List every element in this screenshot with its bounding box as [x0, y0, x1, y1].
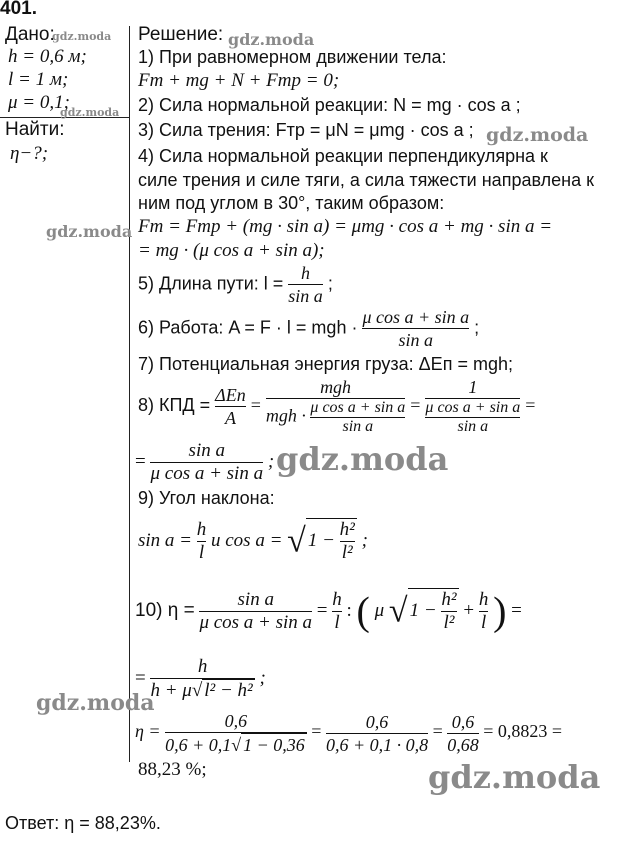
step-12-f1-den-root: 1 − 0,36: [243, 735, 305, 755]
problem-number: 401.: [0, 0, 37, 19]
find-eta: η−?;: [10, 143, 49, 164]
step-9-end: ;: [361, 529, 368, 551]
step-12-f2-num: 0,6: [365, 711, 389, 732]
step-8-f2-den: [266, 398, 405, 436]
step-12-f3-num: 0,6: [451, 711, 475, 732]
step-6-den: sin a: [362, 328, 469, 351]
step-10-f3-num: h: [478, 589, 489, 610]
step-12-f1-den: [165, 732, 307, 756]
step-11-den: [150, 678, 254, 702]
step-5-num: h: [301, 263, 311, 283]
step-9-root-prefix: 1 −: [307, 529, 335, 551]
step-8-f3-den: [425, 398, 520, 436]
answer: Ответ: η = 88,23%.: [5, 813, 161, 833]
step-8-f1-den: A: [215, 406, 246, 429]
step-8-f3-num: 1: [468, 377, 478, 397]
step-12: η = $\frac{0,6}{0,6 + 0,1√ 1 - 0,36}$ = $\frac{0,6}{0,6 + 0,1 \cdot 0,8}$ = $\frac{0,6}{0,68}$ = 0,8823 =: [135, 711, 563, 755]
step-4-line-2: силе трения и силе тяги, а сила тяжести направлена к: [138, 170, 594, 190]
step-10-end: =: [511, 599, 522, 621]
step-12-f1-den-prefix: 0,6 + 0,1: [165, 735, 232, 755]
step-8-f3-den-den: sin a: [425, 417, 520, 436]
step-11: = $\frac{h}{\text{h + μ√ l² − h²}}$ ;: [135, 656, 266, 701]
step-9-root: [306, 518, 357, 564]
step-8-f2-num: mgh: [320, 377, 352, 397]
step-9-mid: и cos a =: [211, 529, 283, 551]
step-5-prefix: 5) Длина пути: l =: [138, 273, 284, 294]
step-12-result: = 0,8823 =: [483, 721, 563, 742]
step-10-root-fraction: [441, 589, 456, 634]
step-10-eq: =: [316, 599, 328, 621]
solution-title: Решение:: [138, 24, 224, 45]
step-11-fraction: [150, 656, 254, 702]
step-12-radical-icon: √: [231, 735, 242, 755]
step-8-f1-num: ΔEп: [215, 384, 246, 405]
step-9-equation: [138, 518, 368, 564]
step-10-paren-close-icon: ): [493, 588, 507, 634]
step-9-num: h: [196, 519, 207, 540]
step-7: 7) Потенциальная энергия груза: ΔEп = mgh;: [138, 354, 513, 374]
step-8-line-2-den: μ cos a + sin a: [150, 463, 264, 484]
step-8-line-2-num: sin a: [188, 440, 225, 461]
step-10-mu: μ: [374, 599, 385, 621]
step-8-line-2: = $\frac{\text{sin a}}{\text{μ cos a + sin a}}$ ;: [135, 440, 275, 484]
watermark-8: gdz.moda: [428, 758, 601, 796]
watermark-6: gdz.moda: [276, 440, 449, 478]
step-12-line-2: 88,23 %;: [138, 759, 207, 780]
step-4-equation-1: Fт = Fтр + (mg · sin a) = μmg · cos a + mg · sin a =: [138, 216, 553, 237]
step-9-root-den: l²: [340, 541, 355, 564]
step-4-equation-2: = mg · (μ cos a + sin a);: [138, 240, 325, 261]
step-10-fraction-3: [479, 589, 489, 634]
step-12-fraction-3: [447, 711, 479, 756]
step-10: [135, 588, 522, 634]
step-10-root-prefix: 1 −: [409, 599, 437, 621]
step-8: 8) КПД = $\frac{\text{ΔEп}}{A}$ = mgh mgh · $\frac{\text{μ cos a + sin a}}{\text{sin a}}$ = $\frac{1}{\frac{\text{μ cos a + sin a}}{\text{sin a}}}$ =: [138, 377, 536, 435]
step-9-sin: sin a =: [138, 529, 192, 551]
step-3: 3) Сила трения: Fтр = μN = μmg · cos a ;: [138, 120, 474, 140]
step-8-f2-den-fraction: [310, 399, 405, 436]
step-8-fraction-3: [425, 376, 520, 436]
step-8-f3-den-fraction: [425, 399, 520, 436]
watermark-2: gdz.moda: [60, 106, 120, 119]
given-h: h = 0,6 м;: [8, 46, 87, 67]
given-l: l = 1 м;: [8, 69, 69, 90]
step-10-fraction-2: [332, 589, 342, 634]
find-title: Найти:: [5, 119, 65, 140]
step-12-eta: η =: [135, 721, 161, 742]
step-12-f2-den: 0,6 + 0,1 · 0,8: [325, 734, 429, 755]
step-5: [138, 262, 333, 307]
step-9-root-fraction: [340, 519, 355, 564]
step-10-prefix: 10) η =: [135, 599, 195, 621]
step-9-radical-icon: √: [287, 522, 306, 560]
step-8-prefix: 8) КПД =: [138, 394, 211, 415]
step-8-f2-den-prefix: mgh ·: [265, 405, 306, 426]
step-10-fraction-1: [199, 589, 312, 634]
step-11-radical-icon: √: [191, 680, 203, 701]
step-5-den: sin a: [288, 286, 323, 306]
step-8-f2-den-den: sin a: [310, 417, 405, 436]
step-10-f2-den: l: [332, 611, 342, 634]
step-12-fraction-2: [326, 711, 428, 756]
step-12-f1-num: 0,6: [224, 711, 248, 731]
step-6-fraction: [362, 306, 469, 351]
step-11-den-prefix: h + μ: [150, 680, 192, 701]
given-mu: μ = 0,1;: [8, 92, 70, 113]
step-10-colon: :: [346, 599, 352, 621]
step-2: 2) Сила нормальной реакции: N = mg · cos a ;: [138, 95, 521, 115]
step-8-fraction-1: [215, 384, 246, 429]
step-4-line-1: 4) Сила нормальной реакции перпендикулярна к: [138, 146, 548, 166]
step-8-f2-den-num: μ cos a + sin a: [310, 399, 406, 416]
step-8-f3-den-num: μ cos a + sin a: [425, 399, 521, 416]
watermark-7: gdz.moda: [36, 690, 155, 716]
step-10-f2-num: h: [332, 589, 342, 610]
step-6-end: ;: [474, 317, 480, 338]
step-10-radical-icon: √: [388, 592, 408, 630]
step-1: 1) При равномерном движении тела:: [138, 47, 447, 67]
step-8-fraction-2: [266, 376, 405, 436]
step-10-root-num: h²: [441, 589, 457, 610]
step-8-line-2-end: ;: [267, 450, 275, 472]
step-9: 9) Угол наклона:: [138, 488, 275, 508]
step-10-root: [408, 588, 459, 634]
step-6: [138, 306, 479, 351]
step-10-paren-open-icon: (: [356, 588, 370, 634]
step-11-end: ;: [259, 667, 266, 689]
step-1-equation: Fт + mg + N + Fтр = 0;: [138, 70, 340, 91]
step-10-plus: +: [463, 599, 475, 621]
step-9-den: l: [197, 541, 207, 564]
step-6-prefix: 6) Работа: A = F · l = mgh ·: [138, 317, 358, 338]
step-10-f3-den: l: [479, 611, 489, 634]
watermark-5: gdz.moda: [46, 222, 133, 241]
step-12-f3-den: 0,68: [447, 734, 479, 755]
step-8-line-2-fraction: [150, 440, 263, 485]
step-10-f1-num: sin a: [237, 589, 274, 610]
watermark-4: gdz.moda: [486, 124, 589, 146]
step-12-fraction-1: [165, 710, 307, 756]
step-11-num: h: [197, 656, 208, 677]
step-11-den-root: l² − h²: [204, 680, 253, 701]
watermark-3: gdz.moda: [228, 30, 315, 49]
step-9-root-num: h²: [339, 519, 355, 540]
step-9-fraction: [197, 519, 207, 564]
watermark-1: gdz.moda: [52, 30, 112, 43]
step-5-end: ;: [327, 273, 333, 294]
step-6-num: μ cos a + sin a: [362, 307, 470, 327]
step-5-fraction: [288, 262, 323, 307]
step-10-root-den: l²: [441, 611, 456, 634]
given-title: Дано:: [5, 24, 55, 45]
given-solution-divider: [129, 26, 130, 762]
step-10-f1-den: μ cos a + sin a: [199, 612, 313, 633]
step-4-line-3: ним под углом в 30°, таким образом:: [138, 193, 445, 213]
